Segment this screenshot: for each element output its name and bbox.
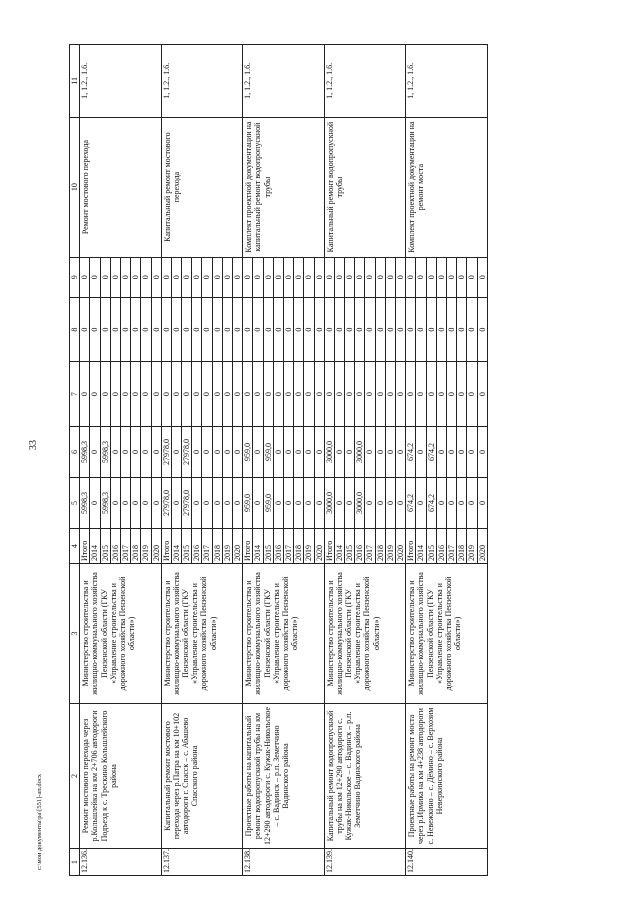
value-cell: 0	[426, 362, 436, 427]
value-cell: 0	[375, 297, 385, 362]
value-cell: 0	[212, 478, 222, 529]
value-cell: 0	[273, 426, 283, 477]
value-cell: 0	[222, 257, 232, 297]
value-cell: 0	[131, 362, 141, 427]
value-cell: 0	[202, 297, 212, 362]
year-cell: 2014	[90, 529, 100, 564]
year-cell: 2017	[283, 529, 293, 564]
year-cell: 2019	[141, 529, 151, 564]
item-executor: Министерство строительства и жилищно-коммунального хозяйства Пензенской области (ГКУ «Управление строительства и дорожного хозяйства Пензенской области»)	[80, 564, 162, 704]
value-cell: 0	[151, 362, 161, 427]
value-cell: 0	[222, 362, 232, 427]
year-cell: 2015	[345, 529, 355, 564]
year-cell: 2018	[294, 529, 304, 564]
item-result: Капитальный ремонт водопропускной трубы	[324, 117, 406, 257]
value-cell: 0	[416, 426, 426, 477]
value-cell: 0	[385, 478, 395, 529]
value-cell: 0	[212, 426, 222, 477]
value-cell: 27978,0	[182, 426, 192, 477]
value-cell: 0	[324, 297, 334, 362]
value-cell: 0	[120, 257, 130, 297]
value-cell: 0	[385, 426, 395, 477]
value-cell: 0	[161, 297, 171, 362]
value-cell: 0	[365, 297, 375, 362]
value-cell: 0	[426, 257, 436, 297]
value-cell: 674,2	[406, 426, 416, 477]
year-cell: 2016	[273, 529, 283, 564]
value-cell: 0	[436, 362, 446, 427]
value-cell: 959,0	[263, 426, 273, 477]
value-cell: 0	[334, 478, 344, 529]
value-cell: 0	[355, 362, 365, 427]
value-cell: 0	[294, 478, 304, 529]
value-cell: 0	[222, 426, 232, 477]
value-cell: 0	[151, 426, 161, 477]
value-cell: 0	[467, 426, 477, 477]
table-row	[406, 45, 416, 876]
value-cell: 0	[243, 297, 253, 362]
item-indicator-codes: 1, 1.2., 1.6.	[324, 45, 406, 118]
year-cell: 2019	[222, 529, 232, 564]
value-cell: 0	[90, 362, 100, 427]
value-cell: 0	[314, 478, 324, 529]
value-cell: 0	[171, 478, 181, 529]
value-cell: 0	[294, 426, 304, 477]
header-col-5: 5	[70, 478, 80, 529]
value-cell: 0	[396, 362, 406, 427]
value-cell: 0	[141, 297, 151, 362]
item-indicator-codes: 1, 1.2., 1.6.	[80, 45, 162, 118]
value-cell: 0	[467, 362, 477, 427]
value-cell: 0	[243, 257, 253, 297]
value-cell: 0	[406, 257, 416, 297]
value-cell: 674,2	[406, 478, 416, 529]
value-cell: 0	[345, 362, 355, 427]
value-cell: 0	[416, 257, 426, 297]
year-cell: 2020	[233, 529, 243, 564]
value-cell: 0	[324, 362, 334, 427]
value-cell: 0	[477, 362, 487, 427]
value-cell: 0	[161, 257, 171, 297]
value-cell: 0	[233, 297, 243, 362]
value-cell: 0	[182, 297, 192, 362]
value-cell: 0	[396, 426, 406, 477]
value-cell: 0	[192, 478, 202, 529]
value-cell: 0	[182, 257, 192, 297]
item-name: Ремонт мостового перехода через р.Кольшлейка на км 2+706 автодороги Подъезд к с. Трескино Кольшлейского района	[80, 703, 162, 848]
value-cell: 3000,0	[355, 478, 365, 529]
value-cell: 0	[253, 257, 263, 297]
table-row	[324, 45, 334, 876]
value-cell: 0	[141, 362, 151, 427]
value-cell: 0	[100, 297, 110, 362]
year-cell: 2016	[110, 529, 120, 564]
table-row	[161, 45, 171, 876]
value-cell: 0	[467, 478, 477, 529]
item-executor: Министерство строительства и жилищно-коммунального хозяйства Пензенской области (ГКУ «Управление строительства и дорожного хозяйства Пензенской области»)	[243, 564, 325, 704]
value-cell: 0	[110, 297, 120, 362]
value-cell: 0	[110, 257, 120, 297]
value-cell: 0	[192, 362, 202, 427]
value-cell: 0	[283, 426, 293, 477]
value-cell: 0	[131, 426, 141, 477]
value-cell: 0	[110, 426, 120, 477]
value-cell: 0	[120, 478, 130, 529]
value-cell: 0	[355, 257, 365, 297]
table-row	[80, 45, 90, 876]
value-cell: 0	[212, 297, 222, 362]
value-cell: 0	[151, 297, 161, 362]
year-cell: 2017	[120, 529, 130, 564]
value-cell: 0	[131, 297, 141, 362]
value-cell: 0	[294, 297, 304, 362]
year-cell: Итого	[243, 529, 253, 564]
year-cell: 2018	[131, 529, 141, 564]
value-cell: 0	[263, 257, 273, 297]
value-cell: 0	[477, 297, 487, 362]
value-cell: 0	[304, 257, 314, 297]
year-cell: 2015	[426, 529, 436, 564]
item-number: 12.137.	[161, 849, 243, 876]
value-cell: 0	[283, 297, 293, 362]
value-cell: 27978,0	[161, 478, 171, 529]
value-cell: 0	[375, 257, 385, 297]
header-col-4: 4	[70, 529, 80, 564]
year-cell: 2014	[334, 529, 344, 564]
year-cell: 2017	[365, 529, 375, 564]
value-cell: 0	[314, 257, 324, 297]
value-cell: 0	[294, 362, 304, 427]
year-cell: 2016	[436, 529, 446, 564]
value-cell: 0	[385, 297, 395, 362]
value-cell: 3000,0	[355, 426, 365, 477]
value-cell: 0	[182, 362, 192, 427]
item-name: Капитальный ремонт мостового перехода через р.Патра на км 10+102 автодороги г. Спасск – с. Абашево Спасского района	[161, 703, 243, 848]
item-result: Комплект проектной документации на ремонт моста	[406, 117, 488, 257]
value-cell: 959,0	[263, 478, 273, 529]
item-executor: Министерство строительства и жилищно-коммунального хозяйства Пензенской области (ГКУ «Управление строительства и дорожного хозяйства Пензенской области»)	[406, 564, 488, 704]
value-cell: 0	[273, 362, 283, 427]
year-cell: 2019	[467, 529, 477, 564]
year-cell: 2019	[385, 529, 395, 564]
value-cell: 0	[304, 426, 314, 477]
header-row	[70, 45, 80, 876]
value-cell: 0	[202, 362, 212, 427]
value-cell: 0	[171, 362, 181, 427]
value-cell: 0	[304, 478, 314, 529]
value-cell: 0	[212, 362, 222, 427]
value-cell: 674,2	[426, 478, 436, 529]
year-cell: 2018	[375, 529, 385, 564]
table-row	[243, 45, 253, 876]
value-cell: 0	[436, 257, 446, 297]
value-cell: 0	[467, 297, 477, 362]
value-cell: 27978,0	[182, 478, 192, 529]
rotated-table-container	[69, 44, 499, 876]
value-cell: 0	[457, 297, 467, 362]
item-number: 12.140.	[406, 849, 488, 876]
value-cell: 0	[80, 362, 90, 427]
value-cell: 0	[416, 362, 426, 427]
value-cell: 0	[406, 362, 416, 427]
year-cell: 2020	[151, 529, 161, 564]
value-cell: 0	[120, 362, 130, 427]
value-cell: 0	[457, 362, 467, 427]
value-cell: 0	[202, 478, 212, 529]
item-result: Комплект проектной документации на капитальный ремонт водопропускной трубы	[243, 117, 325, 257]
year-cell: 2017	[202, 529, 212, 564]
value-cell: 0	[233, 257, 243, 297]
value-cell: 0	[365, 426, 375, 477]
value-cell: 0	[334, 297, 344, 362]
value-cell: 0	[396, 257, 406, 297]
value-cell: 0	[141, 478, 151, 529]
value-cell: 0	[396, 478, 406, 529]
value-cell: 0	[202, 257, 212, 297]
year-cell: 2020	[477, 529, 487, 564]
page-number: 33	[28, 440, 39, 450]
value-cell: 0	[385, 362, 395, 427]
year-cell: 2015	[182, 529, 192, 564]
value-cell: 0	[110, 478, 120, 529]
header-col-2: 2	[70, 703, 80, 848]
value-cell: 0	[263, 297, 273, 362]
value-cell: 0	[120, 297, 130, 362]
footer-file-path: c:\мои документы\ра\[551]-ап.docx	[36, 774, 43, 870]
year-cell: 2015	[100, 529, 110, 564]
item-result: Ремонт мостового перехода	[80, 117, 162, 257]
value-cell: 0	[334, 362, 344, 427]
value-cell: 3000,0	[324, 478, 334, 529]
year-cell: 2015	[263, 529, 273, 564]
value-cell: 0	[345, 297, 355, 362]
header-col-8: 8	[70, 297, 80, 362]
value-cell: 0	[446, 362, 456, 427]
item-name: Проектные работы на капитальный ремонт водопропускной трубы на км 12+290 автодороги с. Кужак-Никольское – с. Вадинск – р.п. Земетчино Вадинского района	[243, 703, 325, 848]
value-cell: 0	[192, 297, 202, 362]
value-cell: 0	[406, 297, 416, 362]
value-cell: 0	[477, 478, 487, 529]
value-cell: 0	[161, 362, 171, 427]
value-cell: 0	[314, 426, 324, 477]
value-cell: 0	[273, 257, 283, 297]
year-cell: 2014	[253, 529, 263, 564]
item-result: Капитальный ремонт мостового перехода	[161, 117, 243, 257]
value-cell: 0	[324, 257, 334, 297]
value-cell: 0	[314, 362, 324, 427]
value-cell: 5998,3	[100, 426, 110, 477]
value-cell: 0	[100, 257, 110, 297]
item-number: 12.138.	[243, 849, 325, 876]
value-cell: 0	[253, 362, 263, 427]
item-indicator-codes: 1, 1.2., 1.6.	[406, 45, 488, 118]
value-cell: 0	[375, 426, 385, 477]
value-cell: 0	[90, 478, 100, 529]
header-col-3: 3	[70, 564, 80, 704]
year-cell: 2019	[304, 529, 314, 564]
year-cell: 2020	[314, 529, 324, 564]
year-cell: 2018	[212, 529, 222, 564]
year-cell: Итого	[406, 529, 416, 564]
value-cell: 0	[345, 426, 355, 477]
value-cell: 959,0	[243, 426, 253, 477]
value-cell: 0	[222, 297, 232, 362]
header-col-6: 6	[70, 426, 80, 477]
value-cell: 0	[314, 297, 324, 362]
value-cell: 0	[477, 257, 487, 297]
value-cell: 0	[436, 297, 446, 362]
value-cell: 0	[416, 478, 426, 529]
header-col-9: 9	[70, 257, 80, 297]
value-cell: 0	[171, 297, 181, 362]
year-cell: 2017	[446, 529, 456, 564]
value-cell: 0	[457, 478, 467, 529]
value-cell: 0	[283, 478, 293, 529]
item-number: 12.136.	[80, 849, 162, 876]
value-cell: 0	[253, 297, 263, 362]
item-number: 12.139.	[324, 849, 406, 876]
value-cell: 0	[253, 478, 263, 529]
header-col-7: 7	[70, 362, 80, 427]
year-cell: 2014	[171, 529, 181, 564]
year-cell: Итого	[324, 529, 334, 564]
value-cell: 0	[375, 362, 385, 427]
value-cell: 0	[345, 257, 355, 297]
value-cell: 0	[80, 257, 90, 297]
year-cell: 2016	[355, 529, 365, 564]
year-cell: Итого	[80, 529, 90, 564]
value-cell: 0	[457, 257, 467, 297]
value-cell: 5998,3	[80, 478, 90, 529]
value-cell: 0	[80, 297, 90, 362]
value-cell: 5998,3	[80, 426, 90, 477]
value-cell: 0	[283, 362, 293, 427]
header-col-11: 11	[70, 45, 80, 118]
value-cell: 0	[446, 297, 456, 362]
value-cell: 0	[416, 297, 426, 362]
value-cell: 0	[304, 362, 314, 427]
value-cell: 0	[100, 362, 110, 427]
value-cell: 0	[467, 257, 477, 297]
value-cell: 0	[90, 257, 100, 297]
value-cell: 0	[233, 426, 243, 477]
value-cell: 0	[120, 426, 130, 477]
value-cell: 0	[151, 257, 161, 297]
value-cell: 0	[171, 257, 181, 297]
value-cell: 0	[457, 426, 467, 477]
value-cell: 959,0	[243, 478, 253, 529]
value-cell: 0	[426, 297, 436, 362]
value-cell: 0	[355, 297, 365, 362]
value-cell: 0	[283, 257, 293, 297]
value-cell: 0	[243, 362, 253, 427]
header-col-10: 10	[70, 117, 80, 257]
value-cell: 3000,0	[324, 426, 334, 477]
value-cell: 674,2	[426, 426, 436, 477]
value-cell: 0	[90, 426, 100, 477]
value-cell: 0	[365, 478, 375, 529]
value-cell: 0	[294, 257, 304, 297]
year-cell: 2014	[416, 529, 426, 564]
value-cell: 0	[436, 426, 446, 477]
item-name: Проектные работы на ремонт моста через р.Ирмика на км 4+238 автодороги с. Невежкино – с. Дёмино – с. Верхозим Неверкинского района	[406, 703, 488, 848]
value-cell: 0	[446, 478, 456, 529]
value-cell: 0	[233, 362, 243, 427]
value-cell: 0	[131, 257, 141, 297]
value-cell: 0	[131, 478, 141, 529]
value-cell: 0	[304, 297, 314, 362]
value-cell: 0	[192, 426, 202, 477]
value-cell: 0	[273, 478, 283, 529]
value-cell: 0	[171, 426, 181, 477]
item-name: Капитальный ремонт водопропускной трубы на км 12+290 автодороги с. Кужак-Никольское – с. Вадинск – р.п. Земетчино Вадинского района	[324, 703, 406, 848]
value-cell: 0	[212, 257, 222, 297]
value-cell: 0	[375, 478, 385, 529]
value-cell: 0	[436, 478, 446, 529]
item-executor: Министерство строительства и жилищно-коммунального хозяйства Пензенской области (ГКУ «Управление строительства и дорожного хозяйства Пензенской области»)	[161, 564, 243, 704]
value-cell: 0	[141, 426, 151, 477]
year-cell: Итого	[161, 529, 171, 564]
item-indicator-codes: 1, 1.2., 1.6.	[243, 45, 325, 118]
year-cell: 2016	[192, 529, 202, 564]
value-cell: 0	[90, 297, 100, 362]
program-table	[69, 44, 488, 876]
value-cell: 0	[446, 426, 456, 477]
value-cell: 0	[334, 257, 344, 297]
value-cell: 0	[192, 257, 202, 297]
header-col-1: 1	[70, 849, 80, 876]
item-indicator-codes: 1, 1.2., 1.6.	[161, 45, 243, 118]
value-cell: 0	[345, 478, 355, 529]
value-cell: 27978,0	[161, 426, 171, 477]
value-cell: 5998,3	[100, 478, 110, 529]
value-cell: 0	[334, 426, 344, 477]
table-body	[80, 45, 488, 876]
year-cell: 2020	[396, 529, 406, 564]
value-cell: 0	[222, 478, 232, 529]
value-cell: 0	[396, 297, 406, 362]
value-cell: 0	[110, 362, 120, 427]
value-cell: 0	[446, 257, 456, 297]
value-cell: 0	[263, 362, 273, 427]
value-cell: 0	[253, 426, 263, 477]
value-cell: 0	[141, 257, 151, 297]
value-cell: 0	[151, 478, 161, 529]
item-executor: Министерство строительства и жилищно-коммунального хозяйства Пензенской области (ГКУ «Управление строительства и дорожного хозяйства Пензенской области»)	[324, 564, 406, 704]
year-cell: 2018	[457, 529, 467, 564]
value-cell: 0	[273, 297, 283, 362]
value-cell: 0	[385, 257, 395, 297]
value-cell: 0	[233, 478, 243, 529]
value-cell: 0	[365, 362, 375, 427]
value-cell: 0	[202, 426, 212, 477]
value-cell: 0	[477, 426, 487, 477]
value-cell: 0	[365, 257, 375, 297]
